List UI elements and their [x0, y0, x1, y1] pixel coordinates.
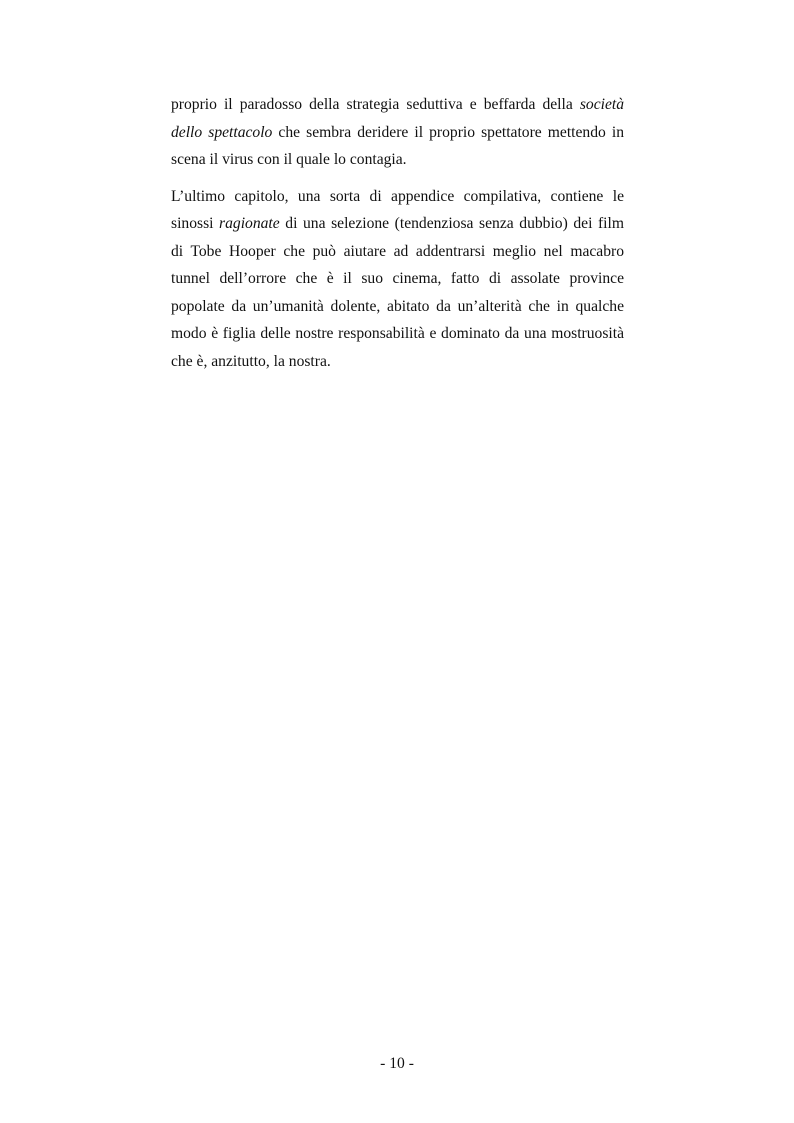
paragraph-1-text-2: che sembra deridere il proprio spettatore mettendo in scena il virus con il quale lo contagia.: [171, 123, 624, 168]
body-text: [171, 91, 624, 384]
page-number: - 10 -: [380, 1055, 414, 1072]
paragraph-2-text-1: L’ultimo capitolo, una sorta di appendice compilativa, contiene le sinossi: [171, 187, 624, 232]
paragraph-2-text-2: di una selezione (tendenziosa senza dubbio) dei film di Tobe Hooper che può aiutare ad addentrarsi meglio nel macabro tunnel dell’orrore che è il suo cinema, fatto di assolate province popolate da un’umanità dolente, abitato da un’alterità che in qualche modo è figlia delle nostre responsabilità e dominato da una mostruosità che è, anzitutto, la nostra.: [171, 215, 624, 370]
paragraph-1: [171, 91, 624, 174]
paragraph-2-italic-term: ragionate: [219, 215, 280, 232]
paragraph-1-text-1: proprio il paradosso della strategia seduttiva e beffarda della: [171, 96, 580, 113]
paragraph-1-italic-term: società dello spettacolo: [171, 96, 624, 141]
paragraph-2: [171, 183, 624, 376]
